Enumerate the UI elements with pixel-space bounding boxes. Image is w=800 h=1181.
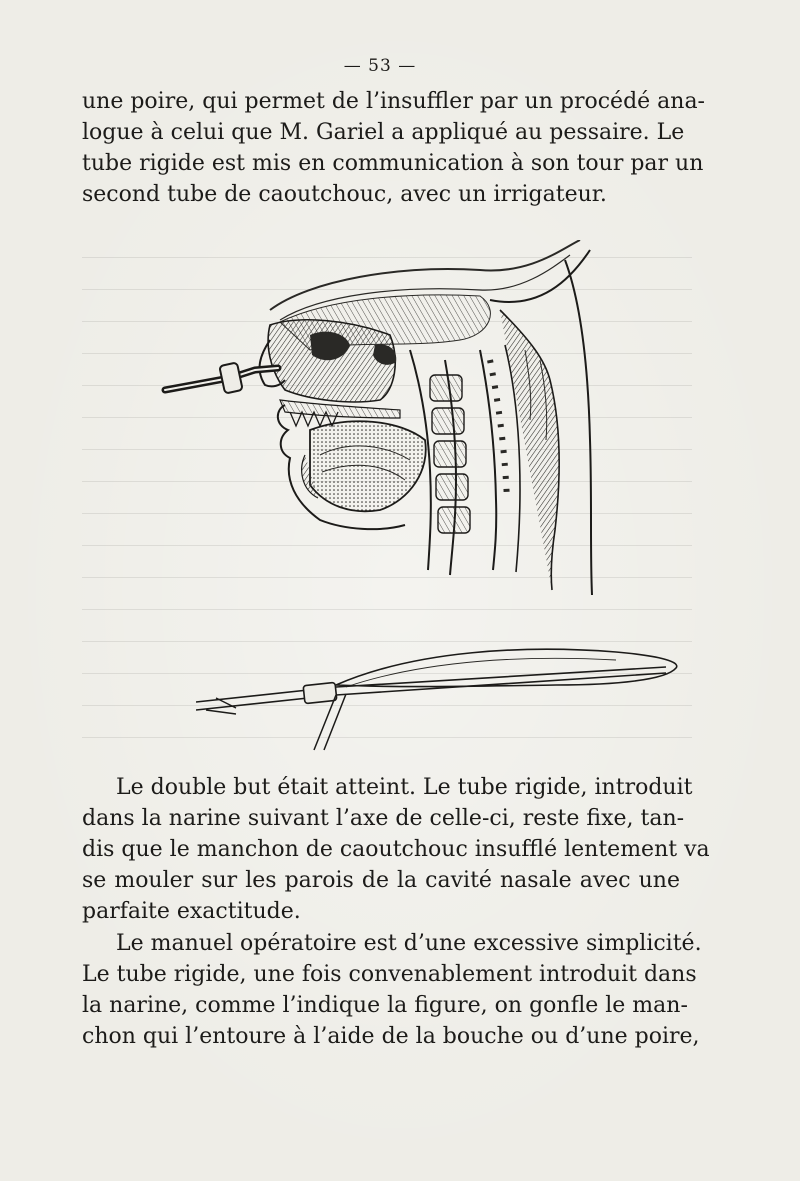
text-line: la narine, comme l’indique la figure, on gonfle le man-: [82, 993, 688, 1018]
text-line: tube rigide est mis en communication à son tour par un: [82, 151, 704, 176]
text-line: chon qui l’entoure à l’aide de la bouche ou d’une poire,: [82, 1024, 700, 1049]
text-line: Le tube rigide, une fois convenablement introduit dans: [82, 962, 697, 987]
text-line: dans la narine suivant l’axe de celle-ci, reste fixe, tan-: [82, 806, 685, 831]
text-line: second tube de caoutchouc, avec un irrigateur.: [82, 182, 607, 207]
paragraph-top: [82, 86, 705, 210]
text-line: parfaite exactitude.: [82, 899, 301, 924]
head-section-illustration: [160, 240, 610, 600]
text-line: dis que le manchon de caoutchouc insufflé lentement va: [82, 837, 710, 862]
text-line: Le manuel opératoire est d’une excessive simplicité.: [116, 931, 702, 956]
nasal-tube-illustration: [196, 640, 686, 755]
text-line: Le double but était atteint. Le tube rigide, introduit: [116, 775, 693, 800]
text-line: logue à celui que M. Gariel a appliqué au pessaire. Le: [82, 120, 685, 145]
paragraph-bottom: [82, 928, 702, 1052]
text-line: se mouler sur les parois de la cavité nasale avec une: [82, 868, 680, 893]
page-number: — 53 —: [343, 56, 417, 76]
text-line: une poire, qui permet de l’insuffler par un procédé ana-: [82, 89, 705, 114]
paragraph-middle: [82, 772, 710, 927]
